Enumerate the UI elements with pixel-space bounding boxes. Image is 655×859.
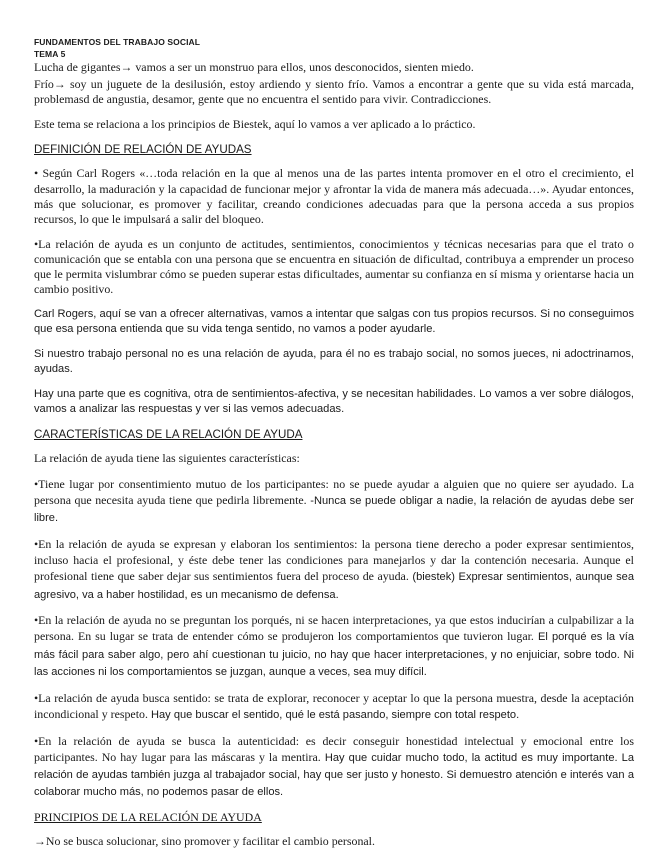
paragraph-trabajo-personal: Si nuestro trabajo personal no es una relación de ayuda, para él no es trabajo social, no somos jueces, ni adoctrinamos, ayudas. [34,347,634,376]
heading-definicion: DEFINICIÓN DE RELACIÓN DE AYUDAS [34,142,252,156]
characteristic-porques [34,612,634,680]
characteristic-autenticidad [34,733,634,801]
characteristic-note: Hay que cuidar mucho todo, la actitud es muy importante. La relación de ayudas también juzga al trabajador social, hay que ser justo y honesto. Si demuestro atención e interés van a colaborar mucho más, no podemos pasar de ellos. [34,751,634,799]
characteristic-sentido [34,690,634,723]
characteristic-text: •En la relación de ayuda no se preguntan los porqués, ni se hacen interpretaciones, ya que estos inducirían a culpabilizar a la persona. En su lugar se trata de entender cómo se produjeron los comportamientos que tuvieron lugar. [34,613,634,644]
characteristic-text: •En la relación de ayuda se expresan y elaboran los sentimientos: la persona tiene derecho a poder expresar sentimientos, incluso hacia el profesional, y éste debe tener las condiciones para manejarlos y dar la contención necesaria. Aunque el profesional tiene que saber dejar sus sentimientos fuera del proceso de ayuda. [34,536,634,584]
paragraph-promover: →No se busca solucionar, sino promover y facilitar el cambio personal. [34,834,375,849]
course-title: FUNDAMENTOS DEL TRABAJO SOCIAL [34,37,201,47]
bullet-conjunto-actitudes: •La relación de ayuda es un conjunto de actitudes, sentimientos, conocimientos y técnicas necesarias para que el trato o comunicación que se entabla con una persona que se encuentra en situación de dificultad, contribuya a emprender un proceso que le permita vislumbrar cómo se pueden superar estas dificultades, aumentar su confianza en sí misma y orientarse hacia un cambio positivo. [34,236,634,297]
bullet-carl-rogers: • Según Carl Rogers «…toda relación en la que al menos una de las partes intenta promover en el otro el crecimiento, el desarrollo, la maduración y la capacidad de funcionar mejor y afrontar la vida de manera más adecuada…». Ayudar entonces, más que solucionar, es promover y facilitar, creando condiciones adecuadas para que la persona acceda a sus propios recursos, lo que le impulsará a salir del bloqueo. [34,166,634,226]
characteristic-consentimiento [34,476,634,527]
characteristic-text: •Tiene lugar por consentimiento mutuo de los participantes: no se puede ayudar a alguien que no quiere ser ayudado. La persona que necesita ayuda tiene que pedirla libremente. [34,476,634,508]
characteristic-note: -Nunca se puede obligar a nadie, la relación de ayudas debe ser libre. [34,495,635,525]
heading-principios: PRINCIPIOS DE LA RELACIÓN DE AYUDA [34,809,262,824]
characteristic-text: •En la relación de ayuda se busca la autenticidad: es decir conseguir honestidad intelectual y emocional entre los participantes. No hay lugar para las máscaras y la mentira. [34,733,634,764]
paragraph-caracteristicas-intro: La relación de ayuda tiene las siguientes características: [34,451,300,466]
heading-caracteristicas: CARACTERÍSTICAS DE LA RELACIÓN DE AYUDA [34,427,303,441]
paragraph-biestek: Este tema se relaciona a los principios de Biestek, aquí lo vamos a ver aplicado a lo práctico. [34,117,476,132]
characteristic-note: El porqué es la vía más fácil para saber algo, pero ahí cuestionan tu juicio, no hay que hacer interpretaciones, y no enjuiciar, sobre todo. Ni las acciones ni los comportamientos se juzgan, aunque a veces, sea muy difícil. [34,631,634,678]
characteristic-note: (biestek) Expresar sentimientos, aunque sea agresivo, va a haber hostilidad, es un mecanismo de defensa. [34,571,634,601]
characteristic-note: Hay que buscar el sentido, qué le está pasando, siempre con total respeto. [147,708,520,721]
topic-title: TEMA 5 [34,49,66,59]
characteristic-sentimientos [34,536,634,603]
paragraph-alternativas: Carl Rogers, aquí se van a ofrecer alternativas, vamos a intentar que salgas con tus propios recursos. Si no conseguimos que esa persona entienda que su vida tenga sentido, no vamos a poder ayudarle. [34,307,634,336]
characteristic-text: •La relación de ayuda busca sentido: se trata de explorar, reconocer y aceptar lo que la persona muestra, desde la aceptación incondicional y respeto. [34,690,634,721]
paragraph-lucha: Lucha de gigantes→ vamos a ser un monstruo para ellos, unos desconocidos, sienten miedo. [34,60,474,74]
document-page [34,36,634,859]
paragraph-cognitiva: Hay una parte que es cognitiva, otra de sentimientos-afectiva, y se necesitan habilidades. Lo vamos a ver sobre diálogos, vamos a analizar las respuestas y ver si las vemos adecuadas. [34,387,634,415]
paragraph-frio: Frío→ soy un juguete de la desilusión, estoy ardiendo y siento frío. Vamos a encontrar a gente que su vida está marcada, problemasd de angustia, desamor, gente que no encuentra el sentido para vivir. Contradicciones. [34,77,634,107]
